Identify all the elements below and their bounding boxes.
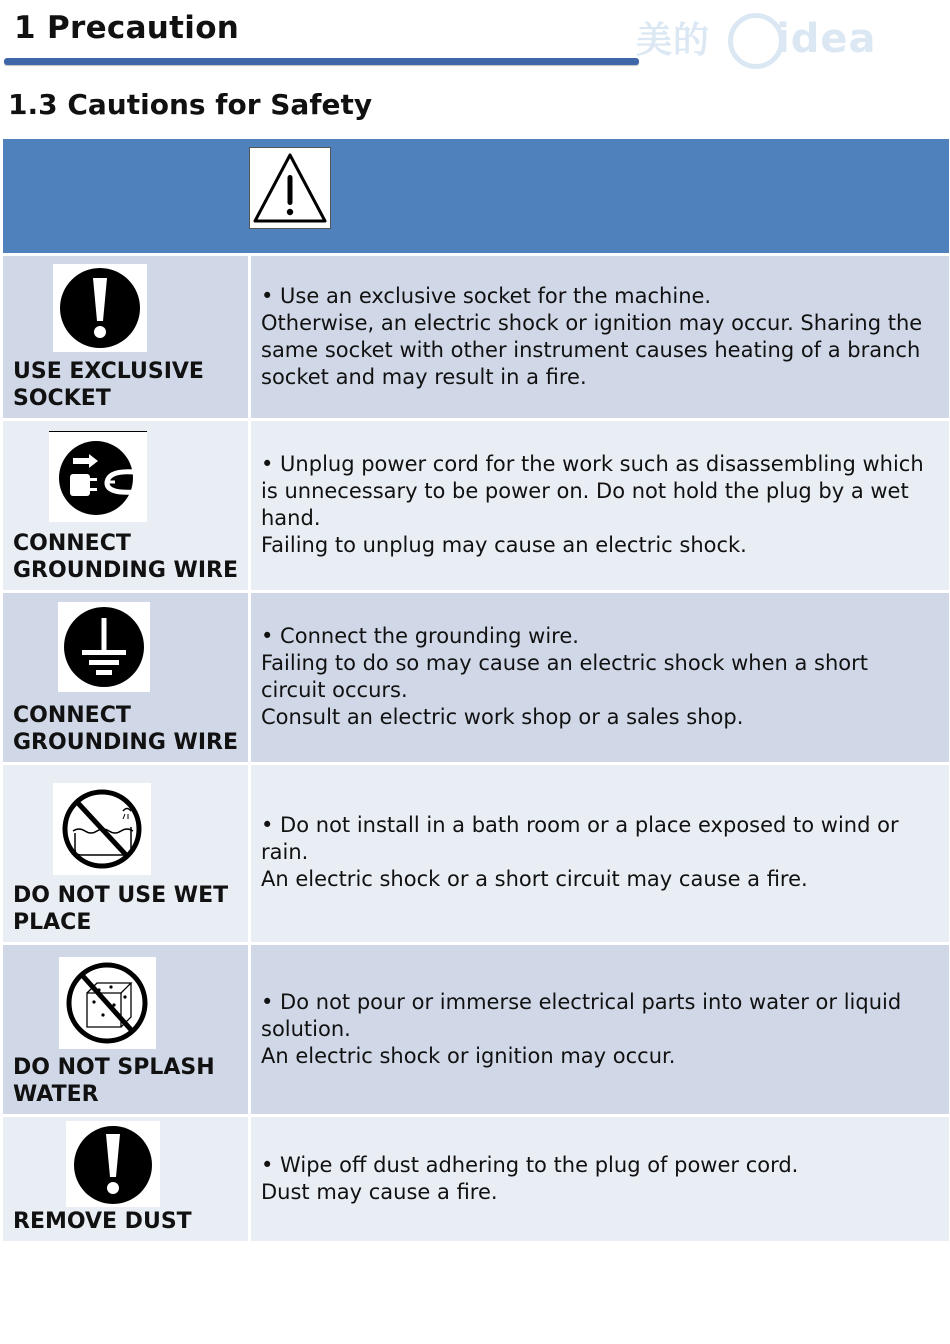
caution-line: • Use an exclusive socket for the machine. [261,284,712,308]
caution-label: CONNECT GROUNDING WIRE [13,703,238,755]
caution-text [261,1152,935,1206]
caution-label: CONNECT GROUNDING WIRE [13,531,238,583]
caution-label-cell [3,421,248,590]
section-title: 1.3 Cautions for Safety [8,88,373,121]
no-splash-icon [59,957,156,1049]
table-header-row [3,139,949,256]
caution-text-cell [248,945,949,1114]
caution-text [261,623,935,731]
caution-text [261,283,935,391]
caution-text [261,451,935,559]
caution-label: REMOVE DUST [13,1209,192,1234]
caution-label: DO NOT USE WET PLACE [13,883,229,935]
watermark-brand: idea [776,16,877,62]
exclamation-circle-icon [53,264,147,352]
caution-line: • Do not pour or immerse electrical parts into water or liquid solution. [261,990,902,1041]
exclamation-circle-icon [66,1121,160,1207]
table-row [3,945,949,1117]
caution-line: Otherwise, an electric shock or ignition may occur. Sharing the same socket with other instrument causes heating of a branch socket and may result in a fire. [261,311,923,389]
caution-line: • Unplug power cord for the work such as disassembling which is unnecessary to be power on. Do not hold the plug by a wet hand. [261,452,924,530]
caution-line: An electric shock or ignition may occur. [261,1044,676,1068]
no-wet-place-icon [53,783,151,875]
table-row [3,421,949,593]
safety-table [3,139,949,1241]
caution-label-cell [3,256,248,418]
caution-line: • Wipe off dust adhering to the plug of power cord. [261,1153,799,1177]
header-rule [4,58,639,65]
watermark-cn: 美的 [636,20,711,61]
chapter-title: 1 Precaution [14,10,240,46]
caution-label-cell [3,1117,248,1241]
caution-line: • Do not install in a bath room or a place exposed to wind or rain. [261,813,899,864]
ground-icon [58,602,150,692]
caution-text-cell [248,593,949,762]
caution-text-cell [248,1117,949,1241]
caution-label-cell [3,765,248,942]
caution-text-cell [248,765,949,942]
caution-line: Consult an electric work shop or a sales shop. [261,705,744,729]
caution-label: USE EXCLUSIVE SOCKET [13,359,204,411]
caution-label-cell [3,945,248,1114]
table-row [3,256,949,421]
table-row [3,593,949,765]
caution-text-cell [248,256,949,418]
unplug-icon [49,431,147,522]
caution-label: DO NOT SPLASH WATER [13,1055,215,1107]
brand-watermark [636,12,876,69]
table-row [3,1117,949,1241]
caution-label-cell [3,593,248,762]
caution-line: Failing to unplug may cause an electric shock. [261,533,747,557]
caution-text [261,812,935,893]
caution-line: Dust may cause a fire. [261,1180,498,1204]
page-header [0,0,950,80]
caution-line: • Connect the grounding wire. [261,624,579,648]
caution-text [261,989,935,1070]
caution-line: Failing to do so may cause an electric shock when a short circuit occurs. [261,651,868,702]
warning-triangle-icon [249,147,331,229]
caution-line: An electric shock or a short circuit may cause a fire. [261,867,808,891]
table-row [3,765,949,945]
caution-text-cell [248,421,949,590]
